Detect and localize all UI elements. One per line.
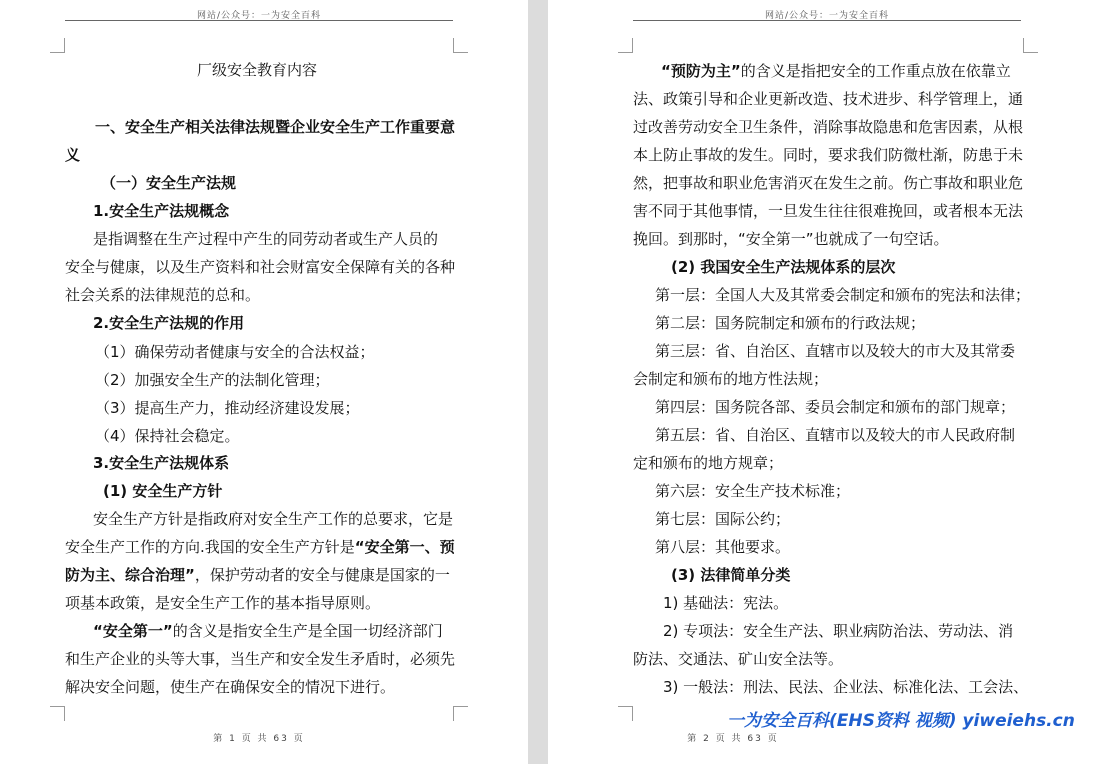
section-heading-cont: 义 xyxy=(65,146,81,164)
crop-mark xyxy=(453,706,468,721)
document-title: 厂级安全教育内容 xyxy=(197,61,318,79)
list-item-cont: 定和颁布的地方规章； xyxy=(633,454,784,472)
list-item: （1）确保劳动者健康与安全的合法权益； xyxy=(95,343,375,361)
list-item: （3）提高生产力，推动经济建设发展； xyxy=(95,399,360,417)
paragraph-line: 安全与健康，以及生产资料和社会财富安全保障有关的各种 xyxy=(65,258,456,276)
paragraph-line: 法、政策引导和企业更新改造、技术进步、科学管理上，通 xyxy=(633,90,1024,108)
list-item: 2) 专项法：安全生产法、职业病防治法、劳动法、消 xyxy=(663,622,1014,640)
paragraph-line: 社会关系的法律规范的总和。 xyxy=(65,286,261,304)
crop-mark xyxy=(453,38,468,53)
paragraph-line: 项基本政策，是安全生产工作的基本指导原则。 xyxy=(65,594,381,612)
list-item: 第四层：国务院各部、委员会制定和颁布的部门规章； xyxy=(655,398,1016,416)
page-footer: 第 1 页 共 63 页 xyxy=(213,734,305,744)
page-header-text: 网站/公众号：一为安全百科 xyxy=(764,11,890,21)
list-item: 第一层：全国人大及其常委会制定和颁布的宪法和法律； xyxy=(655,286,1031,304)
list-item: 第三层：省、自治区、直辖市以及较大的市大及其常委 xyxy=(655,342,1016,360)
list-item: （2）加强安全生产的法制化管理； xyxy=(95,371,330,389)
paragraph-line: 防为主、综合治理”，保护劳动者的安全与健康是国家的一 xyxy=(65,566,450,584)
item-heading: 1.安全生产法规概念 xyxy=(93,202,230,220)
page-gap xyxy=(528,0,548,764)
section-heading: 一、安全生产相关法律法规暨企业安全生产工作重要意 xyxy=(95,118,456,136)
list-item: 第六层：安全生产技术标准； xyxy=(655,482,851,500)
paragraph-line: 本上防止事故的发生。同时，要求我们防微杜渐，防患于未 xyxy=(633,146,1024,164)
paragraph-line: 过改善劳动安全卫生条件，消除事故隐患和危害因素，从根 xyxy=(633,118,1024,136)
paragraph-line: 和生产企业的头等大事，当生产和安全发生矛盾时，必须先 xyxy=(65,650,456,668)
crop-mark xyxy=(618,38,633,53)
list-item: 第八层：其他要求。 xyxy=(655,538,791,556)
list-item: 3) 一般法：刑法、民法、企业法、标准化法、工会法、 xyxy=(663,678,1029,696)
subitem-heading: (1) 安全生产方针 xyxy=(103,482,223,500)
document-page-1 xyxy=(0,0,528,764)
page-header-text: 网站/公众号：一为安全百科 xyxy=(196,11,322,21)
subitem-heading: (2) 我国安全生产法规体系的层次 xyxy=(671,258,896,276)
list-item-cont: 会制定和颁布的地方性法规； xyxy=(633,370,829,388)
subitem-heading: (3) 法律简单分类 xyxy=(671,566,791,584)
paragraph-line: 然，把事故和职业危害消灭在发生之前。伤亡事故和职业危 xyxy=(633,174,1024,192)
paragraph-line: 害不同于其他事情，一旦发生往往很难挽回，或者根本无法 xyxy=(633,202,1024,220)
paragraph-line: “安全第一”的含义是指安全生产是全国一切经济部门 xyxy=(93,622,443,640)
header-rule xyxy=(65,20,453,21)
paragraph-line: 解决安全问题，使生产在确保安全的情况下进行。 xyxy=(65,678,396,696)
crop-mark xyxy=(50,38,65,53)
crop-mark xyxy=(618,706,633,721)
crop-mark xyxy=(50,706,65,721)
list-item-cont: 防法、交通法、矿山安全法等。 xyxy=(633,650,844,668)
paragraph-line: 安全生产方针是指政府对安全生产工作的总要求，它是 xyxy=(93,510,454,528)
crop-mark xyxy=(1023,38,1038,53)
page-footer: 第 2 页 共 63 页 xyxy=(687,734,779,744)
list-item: （4）保持社会稳定。 xyxy=(95,427,240,445)
list-item: 1) 基础法：宪法。 xyxy=(663,594,789,612)
paragraph-line: 安全生产工作的方向.我国的安全生产方针是“安全第一、预 xyxy=(65,538,455,556)
document-page-2 xyxy=(548,0,1095,764)
watermark: 一为安全百科(EHS资料 视频) yiweiehs.cn xyxy=(727,711,1075,731)
list-item: 第二层：国务院制定和颁布的行政法规； xyxy=(655,314,926,332)
item-heading: 2.安全生产法规的作用 xyxy=(93,314,245,332)
list-item: 第五层：省、自治区、直辖市以及较大的市人民政府制 xyxy=(655,426,1016,444)
paragraph-line: “预防为主”的含义是指把安全的工作重点放在依靠立 xyxy=(661,62,1011,80)
paragraph-line: 挽回。到那时，“安全第一”也就成了一句空话。 xyxy=(633,230,949,248)
subsection-heading: （一）安全生产法规 xyxy=(101,174,237,192)
paragraph-line: 是指调整在生产过程中产生的同劳动者或生产人员的 xyxy=(93,230,439,248)
item-heading: 3.安全生产法规体系 xyxy=(93,454,230,472)
header-rule xyxy=(633,20,1021,21)
list-item: 第七层：国际公约； xyxy=(655,510,791,528)
